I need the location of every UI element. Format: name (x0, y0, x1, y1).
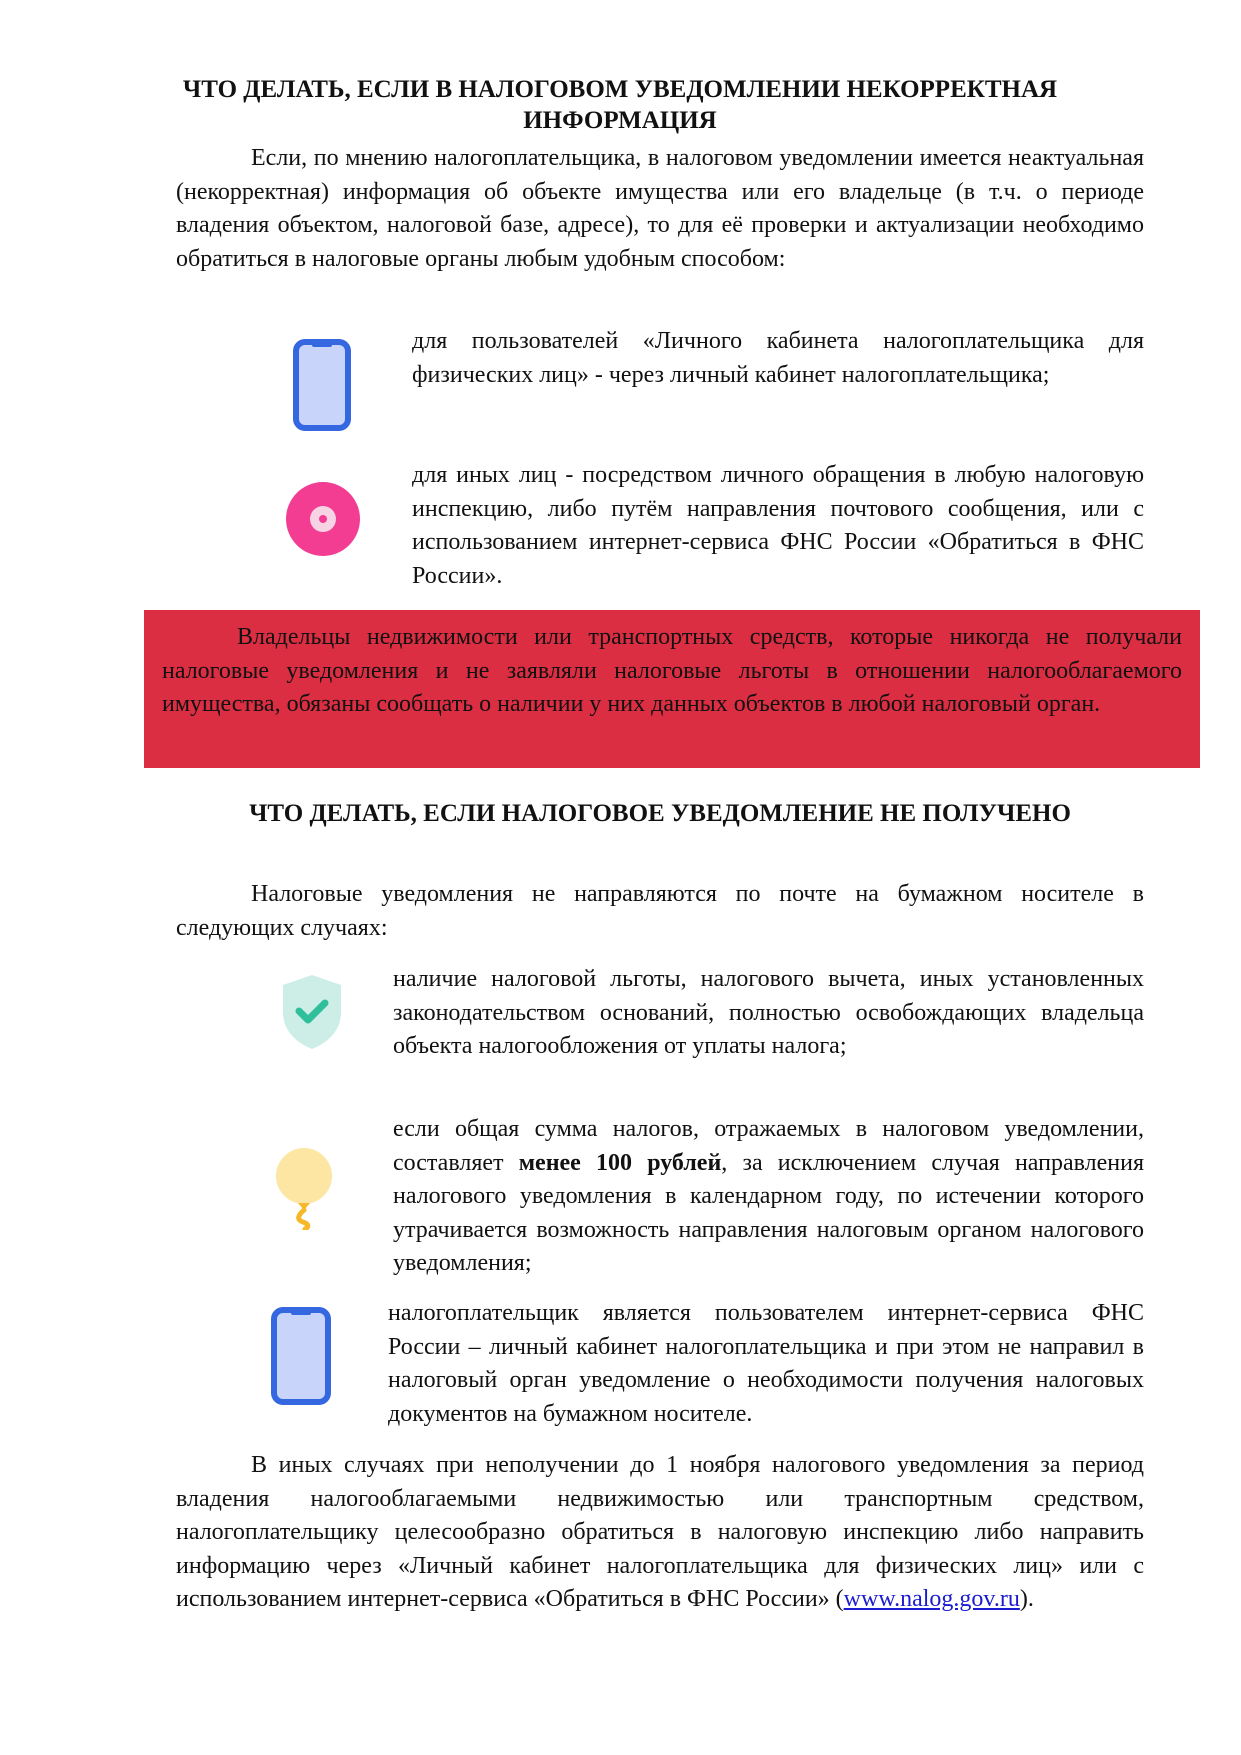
balloon-icon (273, 1148, 337, 1230)
section1-title-line2: ИНФОРМАЦИЯ (523, 107, 717, 134)
section2-item-benefit: наличие налоговой льготы, налогового вычета, иных установленных законодательством оснований, полностью освобождающих владельца объекта налогообложения от уплаты налога; (393, 966, 1144, 1059)
section1-heading (140, 74, 1100, 136)
section2-item-small-sum (393, 1113, 1144, 1281)
small-sum-text-after: , за исключением случая направления налогового уведомления в календарном году, по истечении которого утрачивается возможность направления налоговым органом налогового уведомления; (393, 1149, 1144, 1276)
closing-text-after: ). (1019, 1586, 1034, 1612)
section2-item-online-cabinet: налогоплательщик является пользователем интернет-сервиса ФНС России – личный кабинет налогоплательщика и при этом не направил в налоговый орган уведомление о необходимости получения налоговых документов на бумажном носителе. (388, 1300, 1144, 1427)
section1-intro: Если, по мнению налогоплательщика, в налоговом уведомлении имеется неактуальная (некорректная) информация об объекте имущества или его владельце (в т.ч. о периоде владения объектом, налоговой базе, адресе), то для её проверки и актуализации необходимо обратиться в налоговые органы любым удобным способом: (176, 145, 1144, 272)
closing-text-before: В иных случаях при неполучении до 1 ноября налогового уведомления за период владения налогооблагаемыми недвижимостью или транспортным средством, налогоплательщику целесообразно обратиться в налоговую инспекцию либо направить информацию через «Личный кабинет налогоплательщика для физических лиц» или с использованием интернет-сервиса «Обратиться в ФНС России» ( (176, 1452, 1144, 1612)
small-sum-text-before: если общая сумма налогов, отражаемых в налоговом уведомлении, составляет (393, 1116, 1144, 1176)
section2-intro: Налоговые уведомления не направляются по почте на бумажном носителе в следующих случаях: (176, 881, 1144, 941)
record-icon (285, 481, 361, 557)
smartphone-icon (270, 1306, 332, 1406)
smartphone-icon (292, 338, 352, 432)
notice-text: Владельцы недвижимости или транспортных средств, которые никогда не получали налоговые уведомления и не заявляли налоговые льготы в отношении налогооблагаемого имущества, обязаны сообщать о наличии у них данных объектов в любой налоговый орган. (162, 624, 1182, 717)
section1-title-line1: ЧТО ДЕЛАТЬ, ЕСЛИ В НАЛОГОВОМ УВЕДОМЛЕНИИ НЕКОРРЕКТНАЯ (182, 76, 1058, 103)
section1-item-online: для пользователей «Личного кабинета налогоплательщика для физических лиц» - через личный кабинет налогоплательщика; (412, 328, 1144, 388)
section1-item-offline: для иных лиц - посредством личного обращения в любую налоговую инспекцию, либо путём направления почтового сообщения, или с использованием интернет-сервиса ФНС России «Обратиться в ФНС России». (412, 462, 1144, 589)
small-sum-bold: менее 100 рублей (518, 1149, 722, 1176)
shield-check-icon (281, 973, 343, 1051)
section2-title: ЧТО ДЕЛАТЬ, ЕСЛИ НАЛОГОВОЕ УВЕДОМЛЕНИЕ НЕ ПОЛУЧЕНО (249, 800, 1071, 827)
section2-closing (176, 1449, 1144, 1617)
nalog-site-link[interactable]: www.nalog.gov.ru (843, 1586, 1020, 1612)
